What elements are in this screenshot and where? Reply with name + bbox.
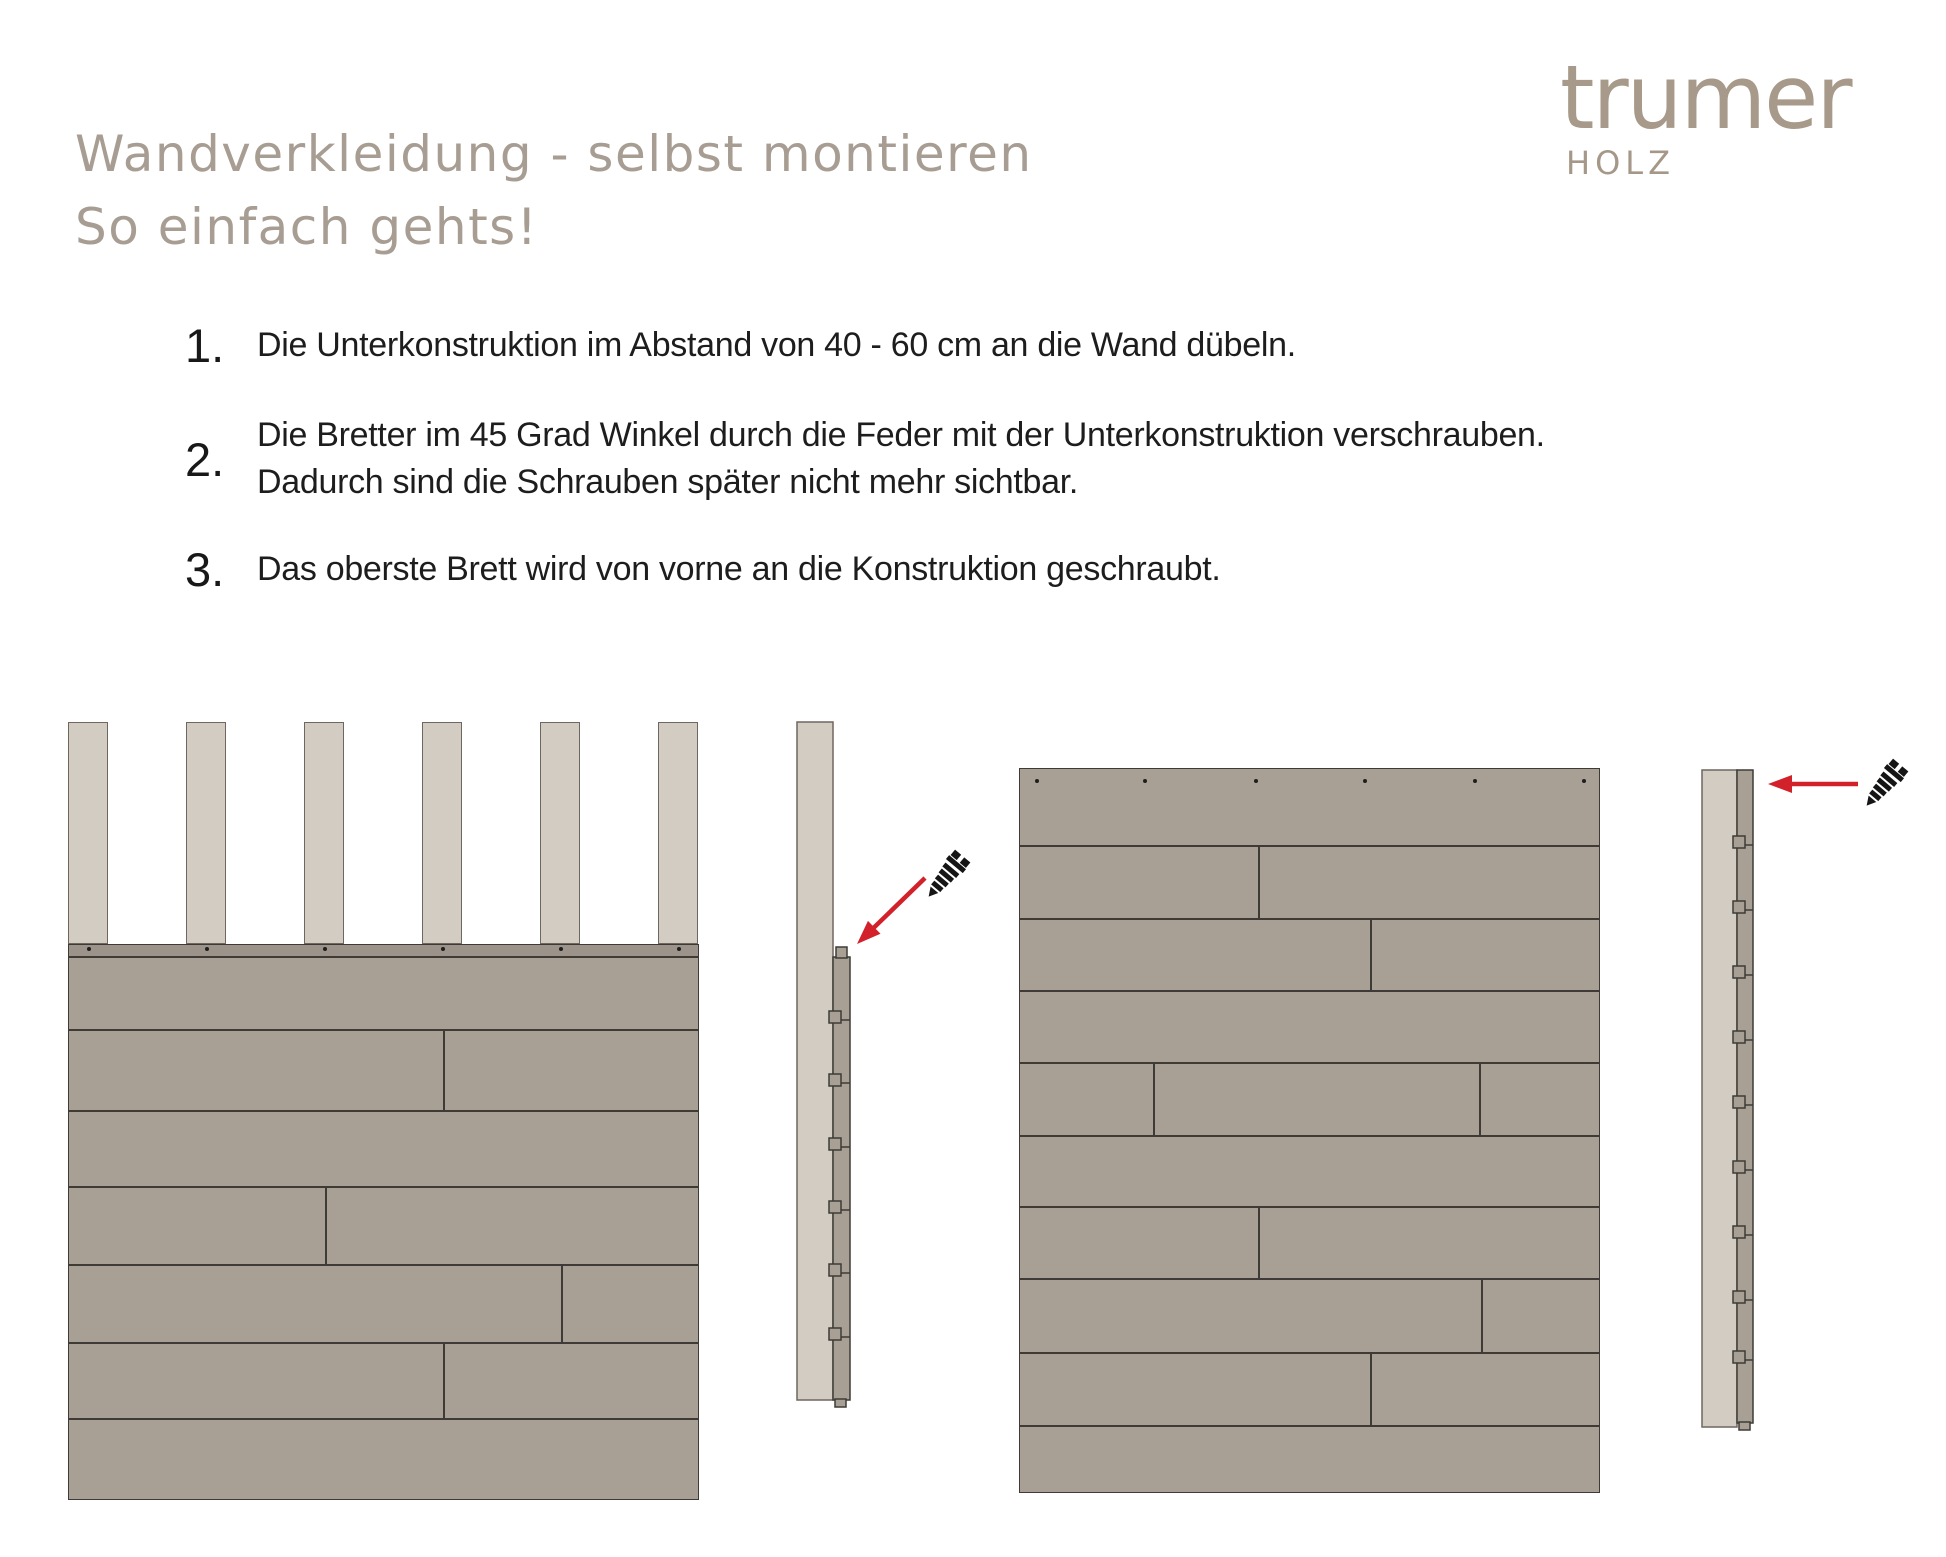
step-text-line-1: Die Bretter im 45 Grad Winkel durch die Feder mit der Unterkonstruktion verschrauben. xyxy=(257,416,1545,454)
left-profile-top-tongue xyxy=(836,947,847,958)
right-profile-tongue xyxy=(1733,901,1745,913)
pointer-arrow-head xyxy=(1768,775,1792,793)
right-profile-batten xyxy=(1702,770,1737,1427)
screw-icon xyxy=(1858,758,1909,813)
left-profile-tongue xyxy=(829,1328,841,1340)
right-profile-tongue xyxy=(1733,1161,1745,1173)
right-profile-tongue xyxy=(1733,1096,1745,1108)
title-line-1: Wandverkleidung - selbst montieren xyxy=(75,125,1033,183)
brand-logo-sub: HOLZ xyxy=(1566,144,1675,182)
right-profile-tongue xyxy=(1733,966,1745,978)
pointer-arrow-shaft xyxy=(871,878,925,930)
right-profile-tongue xyxy=(1733,1226,1745,1238)
left-profile-batten xyxy=(797,722,833,1400)
step-number: 2. xyxy=(185,432,225,486)
brand-logo-word: trumer xyxy=(1560,46,1851,149)
left-profile-tongue xyxy=(829,1074,841,1086)
screw-icon xyxy=(920,849,971,904)
step-number: 3. xyxy=(185,542,225,596)
right-profile-tongue xyxy=(1733,1291,1745,1303)
right-profile-bottom-tongue xyxy=(1739,1422,1750,1430)
left-profile-tongue xyxy=(829,1264,841,1276)
title-line-2: So einfach gehts! xyxy=(75,198,539,256)
step-text: Das oberste Brett wird von vorne an die Konstruktion geschraubt. xyxy=(257,549,1221,588)
step-text: Die Unterkonstruktion im Abstand von 40 - 60 cm an die Wand dübeln. xyxy=(257,325,1296,364)
step-number: 1. xyxy=(185,318,225,372)
right-profile-tongue xyxy=(1733,1351,1745,1363)
left-profile-tongue xyxy=(829,1011,841,1023)
left-profile-tongue xyxy=(829,1138,841,1150)
left-profile-bottom-tongue xyxy=(835,1399,846,1407)
step-text-line-2: Dadurch sind die Schrauben später nicht mehr sichtbar. xyxy=(257,463,1079,501)
right-profile-tongue xyxy=(1733,1031,1745,1043)
right-profile-tongue xyxy=(1733,836,1745,848)
left-profile-tongue xyxy=(829,1201,841,1213)
